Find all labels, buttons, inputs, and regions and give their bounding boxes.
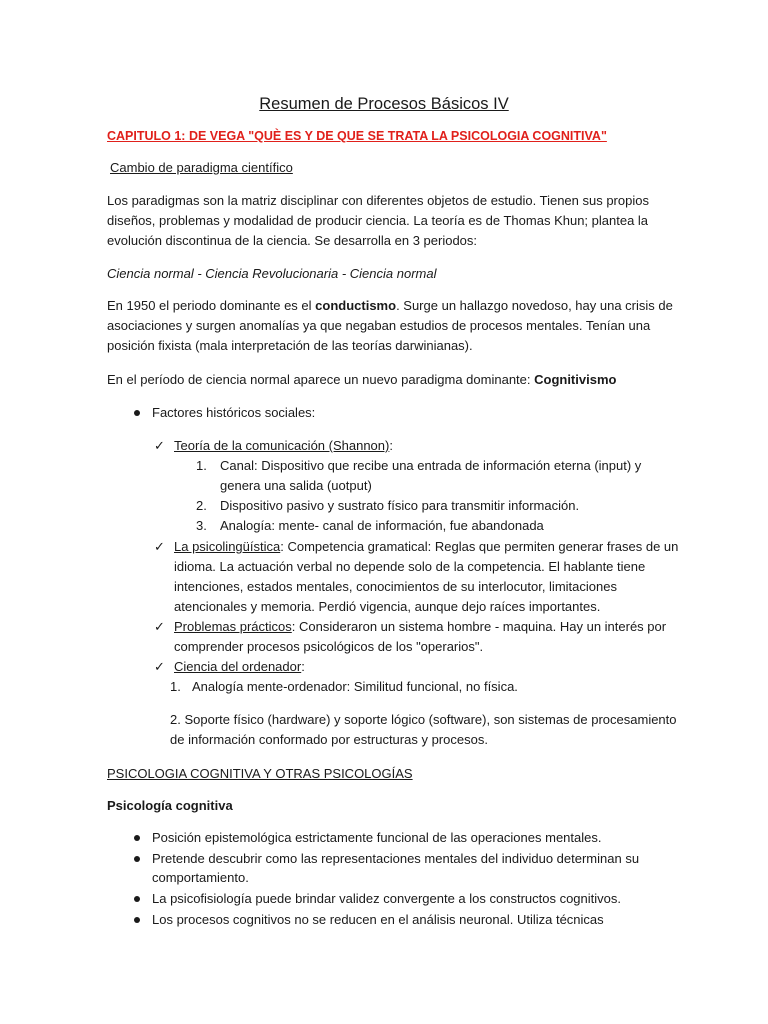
bullet-icon bbox=[134, 410, 140, 416]
paragraph-line: 2. Soporte físico (hardware) y soporte lógico (software), son sistemas de procesamiento bbox=[170, 712, 677, 727]
paragraph-line: diseños, problemas y modalidad de producir ciencia. La teoría es de Thomas Khun; plantea la bbox=[107, 213, 649, 228]
bullet-icon bbox=[134, 856, 140, 862]
checkmark-icon: ✓ bbox=[154, 438, 165, 453]
subheading-cognitive-psychology: Psicología cognitiva bbox=[107, 798, 233, 813]
check-item-title: Teoría de la comunicación (Shannon) bbox=[174, 438, 390, 453]
checkmark-icon: ✓ bbox=[154, 619, 165, 634]
paragraph-line bbox=[107, 370, 616, 390]
list-item: Pretende descubrir como las representaciones mentales del individuo determinan su bbox=[152, 851, 640, 866]
numbered-item: Analogía mente-ordenador: Similitud funcional, no física. bbox=[192, 679, 518, 694]
list-item: Posición epistemológica estrictamente funcional de las operaciones mentales. bbox=[152, 830, 602, 845]
chapter-heading: CAPITULO 1: DE VEGA "QUÈ ES Y DE QUE SE TRATA LA PSICOLOGIA COGNITIVA" bbox=[107, 129, 607, 143]
check-item-title: Ciencia del ordenador bbox=[174, 659, 302, 674]
check-item-continuation: idioma. La actuación verbal no depende solo de la competencia. El hablante tiene bbox=[174, 559, 646, 574]
paragraph-line: Los paradigmas son la matriz disciplinar con diferentes objetos de estudio. Tienen sus propios bbox=[107, 193, 649, 208]
list-item: Los procesos cognitivos no se reducen en el análisis neuronal. Utiliza técnicas bbox=[152, 912, 604, 927]
text-run: En 1950 el periodo dominante es el bbox=[107, 298, 316, 313]
section-heading-paradigm: Cambio de paradigma científico bbox=[110, 160, 293, 175]
bullet-icon bbox=[134, 917, 140, 923]
list-item: La psicofisiología puede brindar validez convergente a los constructos cognitivos. bbox=[152, 891, 621, 906]
document-title-text: Resumen de Procesos Básicos IV bbox=[259, 95, 509, 113]
list-number: 3. bbox=[196, 518, 207, 533]
text-run: : bbox=[389, 438, 393, 453]
list-number: 2. bbox=[196, 498, 207, 513]
check-item-title: La psicolingüística bbox=[174, 539, 281, 554]
bullet-icon bbox=[134, 835, 140, 841]
paragraph-line bbox=[107, 296, 673, 316]
check-item-continuation: intenciones, estados mentales, conocimientos de su interlocutor, limitaciones bbox=[174, 579, 617, 594]
numbered-item-continuation: genera una salida (uotput) bbox=[220, 478, 372, 493]
paragraph-line: posición fixista (mala interpretación de las teorías darwinianas). bbox=[107, 338, 473, 353]
paragraph-line: de información conformado por estructuras y procesos. bbox=[170, 732, 488, 747]
text-run: : Competencia gramatical: Reglas que permiten generar frases de un bbox=[280, 539, 679, 554]
check-item-title: Problemas prácticos bbox=[174, 619, 292, 634]
document-title bbox=[0, 94, 768, 114]
text-run: Dispositivo que recibe una entrada de información eterna (input) y bbox=[257, 458, 642, 473]
paragraph-line: asociaciones y surgen anomalías ya que negaban estudios de procesos mentales. Tenían una bbox=[107, 318, 651, 333]
check-item-practical-problems bbox=[174, 617, 666, 637]
list-number: 1. bbox=[170, 679, 181, 694]
paragraph-line: evolución discontinua de la ciencia. Se desarrolla en 3 periodos: bbox=[107, 233, 478, 248]
section-heading-other-psychologies: PSICOLOGIA COGNITIVA Y OTRAS PSICOLOGÍAS bbox=[107, 766, 413, 781]
italic-periods-line: Ciencia normal - Ciencia Revolucionaria - Ciencia normal bbox=[107, 266, 437, 281]
numbered-item: Dispositivo pasivo y sustrato físico para transmitir información. bbox=[220, 498, 580, 513]
bullet-icon bbox=[134, 896, 140, 902]
text-run: : bbox=[301, 659, 305, 674]
check-item-computer-science bbox=[174, 657, 305, 677]
text-run: : Consideraron un sistema hombre - maquina. Hay un interés por bbox=[291, 619, 667, 634]
checkmark-icon: ✓ bbox=[154, 539, 165, 554]
check-item-continuation: atencionales y memoria. Perdió vigencia, aunque dejo raíces importantes. bbox=[174, 599, 601, 614]
text-run: En el período de ciencia normal aparece un nuevo paradigma dominante: bbox=[107, 372, 535, 387]
check-item-communication bbox=[174, 436, 393, 456]
numbered-item bbox=[220, 456, 641, 476]
list-number: 1. bbox=[196, 458, 207, 473]
numbered-item: Analogía: mente- canal de información, fue abandonada bbox=[220, 518, 544, 533]
text-run: Canal: bbox=[220, 458, 258, 473]
text-run: . Surge un hallazgo novedoso, hay una crisis de bbox=[396, 298, 673, 313]
check-item-continuation: comprender procesos psicológicos de los "operarios". bbox=[174, 639, 484, 654]
bold-term-cognitivismo: Cognitivismo bbox=[534, 372, 617, 387]
list-item-continuation: comportamiento. bbox=[152, 870, 249, 885]
checkmark-icon: ✓ bbox=[154, 659, 165, 674]
check-item-psycholinguistics bbox=[174, 537, 678, 557]
list-item-factors: Factores históricos sociales: bbox=[152, 405, 316, 420]
bold-term-conductismo: conductismo bbox=[315, 298, 397, 313]
